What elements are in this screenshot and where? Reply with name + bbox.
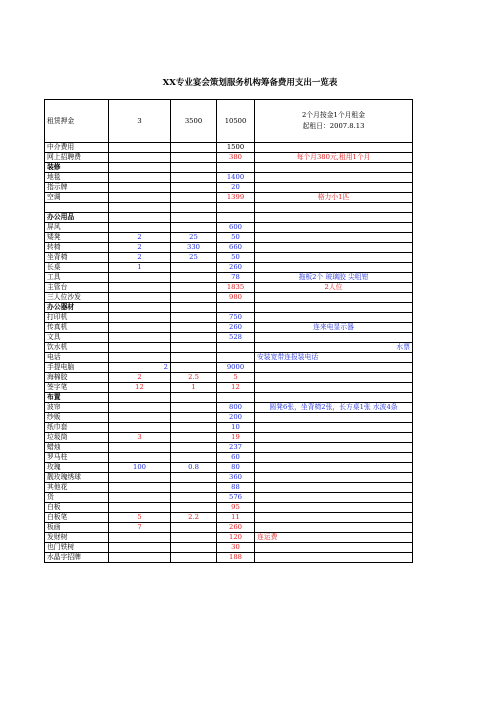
remark-cell[interactable]: 连来电显示器 [255,323,413,333]
amount-cell[interactable]: 237 [217,443,255,453]
unit-price-cell[interactable] [171,213,217,223]
amount-cell[interactable] [217,203,255,213]
quantity-cell[interactable] [109,403,171,413]
amount-cell[interactable]: 11 [217,513,255,523]
unit-price-cell[interactable] [171,453,217,463]
unit-price-cell[interactable] [171,343,217,353]
quantity-cell[interactable] [109,333,171,343]
table-row [45,223,413,233]
remark-cell[interactable] [255,523,413,533]
quantity-cell[interactable] [109,473,171,483]
table-row [45,493,413,503]
amount-cell[interactable]: 750 [217,313,255,323]
quantity-cell[interactable] [109,173,171,183]
amount-cell[interactable]: 980 [217,293,255,303]
amount-cell[interactable]: 120 [217,533,255,543]
unit-price-cell[interactable] [171,293,217,303]
unit-price-cell[interactable] [171,353,217,363]
amount-cell[interactable]: 1835 [217,283,255,293]
table-row [45,303,413,313]
table-row [45,243,413,253]
unit-price-cell[interactable]: 1 [171,383,217,393]
remark-cell[interactable]: 2人位 [255,283,413,293]
deposit-note[interactable] [255,100,413,143]
item-name-cell[interactable]: 白板 [45,503,109,513]
remark-cell[interactable] [255,163,413,173]
remark-cell[interactable] [255,373,413,383]
quantity-cell[interactable] [109,543,171,553]
amount-cell[interactable]: 360 [217,473,255,483]
remark-cell[interactable] [255,473,413,483]
table-row [45,373,413,383]
remark-cell[interactable] [255,233,413,243]
table-row [45,363,413,373]
table-row [45,293,413,303]
remark-cell[interactable]: 圆凳6张，坐背椅2张，长方桌1张 水波4条 [255,403,413,413]
amount-cell[interactable]: 95 [217,503,255,513]
amount-cell[interactable]: 50 [217,253,255,263]
amount-cell[interactable]: 1399 [217,193,255,203]
remark-cell[interactable] [255,213,413,223]
item-name-cell[interactable]: 布置 [45,393,109,403]
sheet-title: XX专业宴会策划服务机构筹备费用支出一览表 [162,78,338,88]
amount-cell[interactable] [217,353,255,363]
quantity-cell[interactable] [109,443,171,453]
table-row [45,443,413,453]
table-row [45,533,413,543]
item-name-cell[interactable]: 矮凳 [45,233,109,243]
deposit-note-line1: 2个月按金1个月租金 [301,111,366,119]
table-row [45,383,413,393]
unit-price-cell[interactable] [171,193,217,203]
quantity-cell[interactable]: 100 [109,463,171,473]
remark-cell[interactable]: 连运费 [255,533,413,543]
remark-cell[interactable] [255,493,413,503]
amount-cell[interactable]: 380 [217,153,255,163]
quantity-cell[interactable]: 5 [109,513,171,523]
remark-cell[interactable] [255,263,413,273]
item-name-cell[interactable]: 网上招聘费 [45,153,109,163]
table-row [45,423,413,433]
item-name-cell[interactable]: 屏风 [45,223,109,233]
quantity-cell[interactable]: 7 [109,523,171,533]
quantity-cell[interactable] [109,353,171,363]
table-row [45,483,413,493]
quantity-cell[interactable] [109,193,171,203]
item-name-cell[interactable]: 波帘 [45,403,109,413]
unit-price-cell[interactable] [171,533,217,543]
quantity-cell[interactable]: 2 [109,253,171,263]
unit-price-cell[interactable] [171,413,217,423]
amount-cell[interactable]: 1500 [217,143,255,153]
item-name-cell[interactable]: 靓玫瑰绣球 [45,473,109,483]
item-name-cell[interactable]: 坐背椅 [45,253,109,263]
remark-cell[interactable]: 水票 [255,343,413,353]
expense-table [44,99,413,563]
amount-cell[interactable] [217,213,255,223]
table-row [45,263,413,273]
unit-price-cell[interactable] [171,203,217,213]
remark-cell[interactable]: 格力小1匹 [255,193,413,203]
unit-price-cell[interactable] [171,153,217,163]
quantity-cell[interactable] [109,453,171,463]
quantity-cell[interactable]: 2 [109,243,171,253]
remark-cell[interactable] [255,453,413,463]
quantity-cell[interactable]: 12 [109,383,171,393]
quantity-cell[interactable] [109,143,171,153]
remark-cell[interactable] [255,463,413,473]
amount-cell[interactable]: 5 [217,373,255,383]
table-row [45,203,413,213]
table-row [45,503,413,513]
table-row [45,543,413,553]
unit-price-cell[interactable] [171,403,217,413]
unit-price-cell[interactable]: 25 [171,253,217,263]
quantity-cell[interactable]: 2 [109,233,171,243]
amount-cell[interactable]: 188 [217,553,255,563]
unit-price-cell[interactable] [171,473,217,483]
unit-price-cell[interactable] [171,433,217,443]
amount-cell[interactable]: 260 [217,323,255,333]
remark-cell[interactable] [255,483,413,493]
quantity-cell[interactable]: 2 [109,373,171,383]
item-name-cell[interactable]: 三人位沙发 [45,293,109,303]
item-name-cell[interactable]: 长桌 [45,263,109,273]
quantity-cell[interactable] [109,343,171,353]
table-row [45,553,413,563]
remark-cell[interactable] [255,543,413,553]
amount-cell[interactable]: 600 [217,223,255,233]
amount-cell[interactable]: 200 [217,413,255,423]
unit-price-cell[interactable] [171,443,217,453]
amount-cell[interactable] [217,343,255,353]
quantity-cell[interactable] [109,553,171,563]
table-row [45,403,413,413]
amount-cell[interactable]: 260 [217,523,255,533]
item-name-cell[interactable]: 也门铁树 [45,543,109,553]
table-row [45,323,413,333]
table-row [45,193,413,203]
quantity-cell[interactable] [109,273,171,283]
quantity-cell[interactable] [109,503,171,513]
unit-price-cell[interactable] [171,183,217,193]
remark-cell[interactable] [255,243,413,253]
remark-cell[interactable]: 每个月380元,租用1个月 [255,153,413,163]
item-name-cell[interactable]: 主管台 [45,283,109,293]
quantity-cell[interactable]: 1 [109,263,171,273]
item-name-cell[interactable]: 电话 [45,353,109,363]
amount-cell[interactable]: 660 [217,243,255,253]
quantity-cell[interactable]: 3 [109,433,171,443]
amount-cell[interactable]: 260 [217,263,255,273]
unit-price-cell[interactable] [171,523,217,533]
item-name-cell[interactable]: 海棉胶 [45,373,109,383]
item-name-cell[interactable]: 发财树 [45,533,109,543]
amount-cell[interactable]: 528 [217,333,255,343]
deposit-total[interactable]: 10500 [217,100,255,143]
item-name-cell[interactable]: 其他花 [45,483,109,493]
table-row [45,523,413,533]
item-name-cell[interactable]: 板画 [45,523,109,533]
amount-cell[interactable]: 20 [217,183,255,193]
item-name-cell[interactable]: 指示牌 [45,183,109,193]
amount-cell[interactable]: 1400 [217,173,255,183]
remark-cell[interactable] [255,333,413,343]
remark-cell[interactable] [255,313,413,323]
unit-price-cell[interactable] [171,333,217,343]
item-name-cell[interactable]: 传真机 [45,323,109,333]
item-name-cell[interactable]: 饮水机 [45,343,109,353]
quantity-cell[interactable] [109,423,171,433]
table-row [45,343,413,353]
item-name-cell[interactable]: 办公用品 [45,213,109,223]
item-name-cell[interactable]: 纱贩 [45,413,109,423]
unit-price-cell[interactable] [171,393,217,403]
item-name-cell[interactable]: 地毯 [45,173,109,183]
table-row [45,333,413,343]
quantity-cell[interactable] [109,213,171,223]
item-name-cell[interactable]: 玫瑰 [45,463,109,473]
unit-price-cell[interactable]: 2.5 [171,373,217,383]
item-name-cell[interactable]: 装修 [45,163,109,173]
item-name-cell[interactable]: 中介费用 [45,143,109,153]
item-name-cell[interactable]: 工具 [45,273,109,283]
remark-cell[interactable] [255,393,413,403]
amount-cell[interactable] [217,163,255,173]
remark-cell[interactable] [255,443,413,453]
quantity-cell[interactable] [109,413,171,423]
amount-cell[interactable]: 19 [217,433,255,443]
item-name-cell[interactable]: 水晶字招牌 [45,553,109,563]
unit-price-cell[interactable]: 25 [171,233,217,243]
item-name-cell[interactable]: 罗马柱 [45,453,109,463]
remark-cell[interactable] [255,363,413,373]
table-row [45,253,413,263]
amount-cell[interactable]: 576 [217,493,255,503]
quantity-cell[interactable]: 2 [109,363,171,373]
quantity-cell[interactable] [109,153,171,163]
unit-price-cell[interactable]: 330 [171,243,217,253]
remark-cell[interactable]: 安装宽带连报装电话 [255,353,413,363]
remark-cell[interactable] [255,553,413,563]
item-name-cell[interactable]: 白板笔 [45,513,109,523]
amount-cell[interactable]: 30 [217,543,255,553]
unit-price-cell[interactable] [171,483,217,493]
remark-cell[interactable] [255,413,413,423]
table-row [45,413,413,423]
unit-price-cell[interactable] [171,273,217,283]
amount-cell[interactable]: 50 [217,233,255,243]
amount-cell[interactable]: 80 [217,463,255,473]
quantity-cell[interactable] [109,283,171,293]
amount-cell[interactable]: 12 [217,383,255,393]
unit-price-cell[interactable] [171,163,217,173]
remark-cell[interactable] [255,203,413,213]
table-row [45,233,413,243]
table-row [45,313,413,323]
remark-cell[interactable] [255,173,413,183]
amount-cell[interactable] [217,393,255,403]
deposit-monthly-rent[interactable]: 3500 [171,100,217,143]
deposit-label[interactable]: 租赁押金 [45,100,109,143]
quantity-cell[interactable] [109,483,171,493]
table-row [45,143,413,153]
unit-price-cell[interactable] [171,363,217,373]
quantity-cell[interactable] [109,313,171,323]
quantity-cell[interactable] [109,323,171,333]
amount-cell[interactable]: 88 [217,483,255,493]
item-name-cell[interactable]: 纸巾套 [45,423,109,433]
item-name-cell[interactable]: 打印机 [45,313,109,323]
unit-price-cell[interactable] [171,263,217,273]
table-row [45,463,413,473]
table-row [45,163,413,173]
unit-price-cell[interactable] [171,543,217,553]
unit-price-cell[interactable] [171,143,217,153]
unit-price-cell[interactable]: 2.2 [171,513,217,523]
quantity-cell[interactable] [109,223,171,233]
amount-cell[interactable]: 78 [217,273,255,283]
unit-price-cell[interactable] [171,503,217,513]
table-row [45,283,413,293]
amount-cell[interactable] [217,303,255,313]
item-name-cell[interactable]: 签字笔 [45,383,109,393]
unit-price-cell[interactable] [171,173,217,183]
unit-price-cell[interactable] [171,303,217,313]
quantity-cell[interactable] [109,293,171,303]
item-name-cell[interactable]: 文具 [45,333,109,343]
table-row [45,183,413,193]
table-row [45,433,413,443]
item-name-cell[interactable]: 垃圾筒 [45,433,109,443]
quantity-cell[interactable] [109,203,171,213]
remark-cell[interactable] [255,253,413,263]
unit-price-cell[interactable] [171,283,217,293]
item-name-cell[interactable]: 货 [45,493,109,503]
unit-price-cell[interactable] [171,553,217,563]
table-row [45,393,413,403]
amount-cell[interactable]: 10 [217,423,255,433]
table-row [45,273,413,283]
item-name-cell[interactable]: 手提电脑 [45,363,109,373]
table-row [45,473,413,483]
remark-cell[interactable] [255,513,413,523]
unit-price-cell[interactable]: 0.8 [171,463,217,473]
remark-cell[interactable]: 拖板2个 玻璃胶 尖咀钳 [255,273,413,283]
item-name-cell[interactable]: 办公器材 [45,303,109,313]
table-row [45,153,413,163]
amount-cell[interactable]: 9000 [217,363,255,373]
item-name-cell[interactable]: 蜡烛 [45,443,109,453]
remark-cell[interactable] [255,183,413,193]
table-row [45,213,413,223]
table-row [45,353,413,363]
deposit-note-line2: 起租日：2007.8.13 [302,122,365,130]
remark-cell[interactable] [255,223,413,233]
quantity-cell[interactable] [109,493,171,503]
unit-price-cell[interactable] [171,313,217,323]
remark-cell[interactable] [255,503,413,513]
table-row [45,173,413,183]
unit-price-cell[interactable] [171,423,217,433]
remark-cell[interactable] [255,143,413,153]
remark-cell[interactable] [255,293,413,303]
item-name-cell[interactable] [45,203,109,213]
table-row [45,453,413,463]
quantity-cell[interactable] [109,393,171,403]
quantity-cell[interactable] [109,303,171,313]
remark-cell[interactable] [255,433,413,443]
unit-price-cell[interactable] [171,493,217,503]
quantity-cell[interactable] [109,163,171,173]
remark-cell[interactable] [255,303,413,313]
unit-price-cell[interactable] [171,223,217,233]
table-row [45,513,413,523]
quantity-cell[interactable] [109,183,171,193]
amount-cell[interactable]: 800 [217,403,255,413]
amount-cell[interactable]: 60 [217,453,255,463]
quantity-cell[interactable] [109,533,171,543]
deposit-months[interactable]: 3 [109,100,171,143]
remark-cell[interactable] [255,383,413,393]
unit-price-cell[interactable] [171,323,217,333]
remark-cell[interactable] [255,423,413,433]
item-name-cell[interactable]: 转椅 [45,243,109,253]
item-name-cell[interactable]: 空调 [45,193,109,203]
header-row [45,100,413,143]
